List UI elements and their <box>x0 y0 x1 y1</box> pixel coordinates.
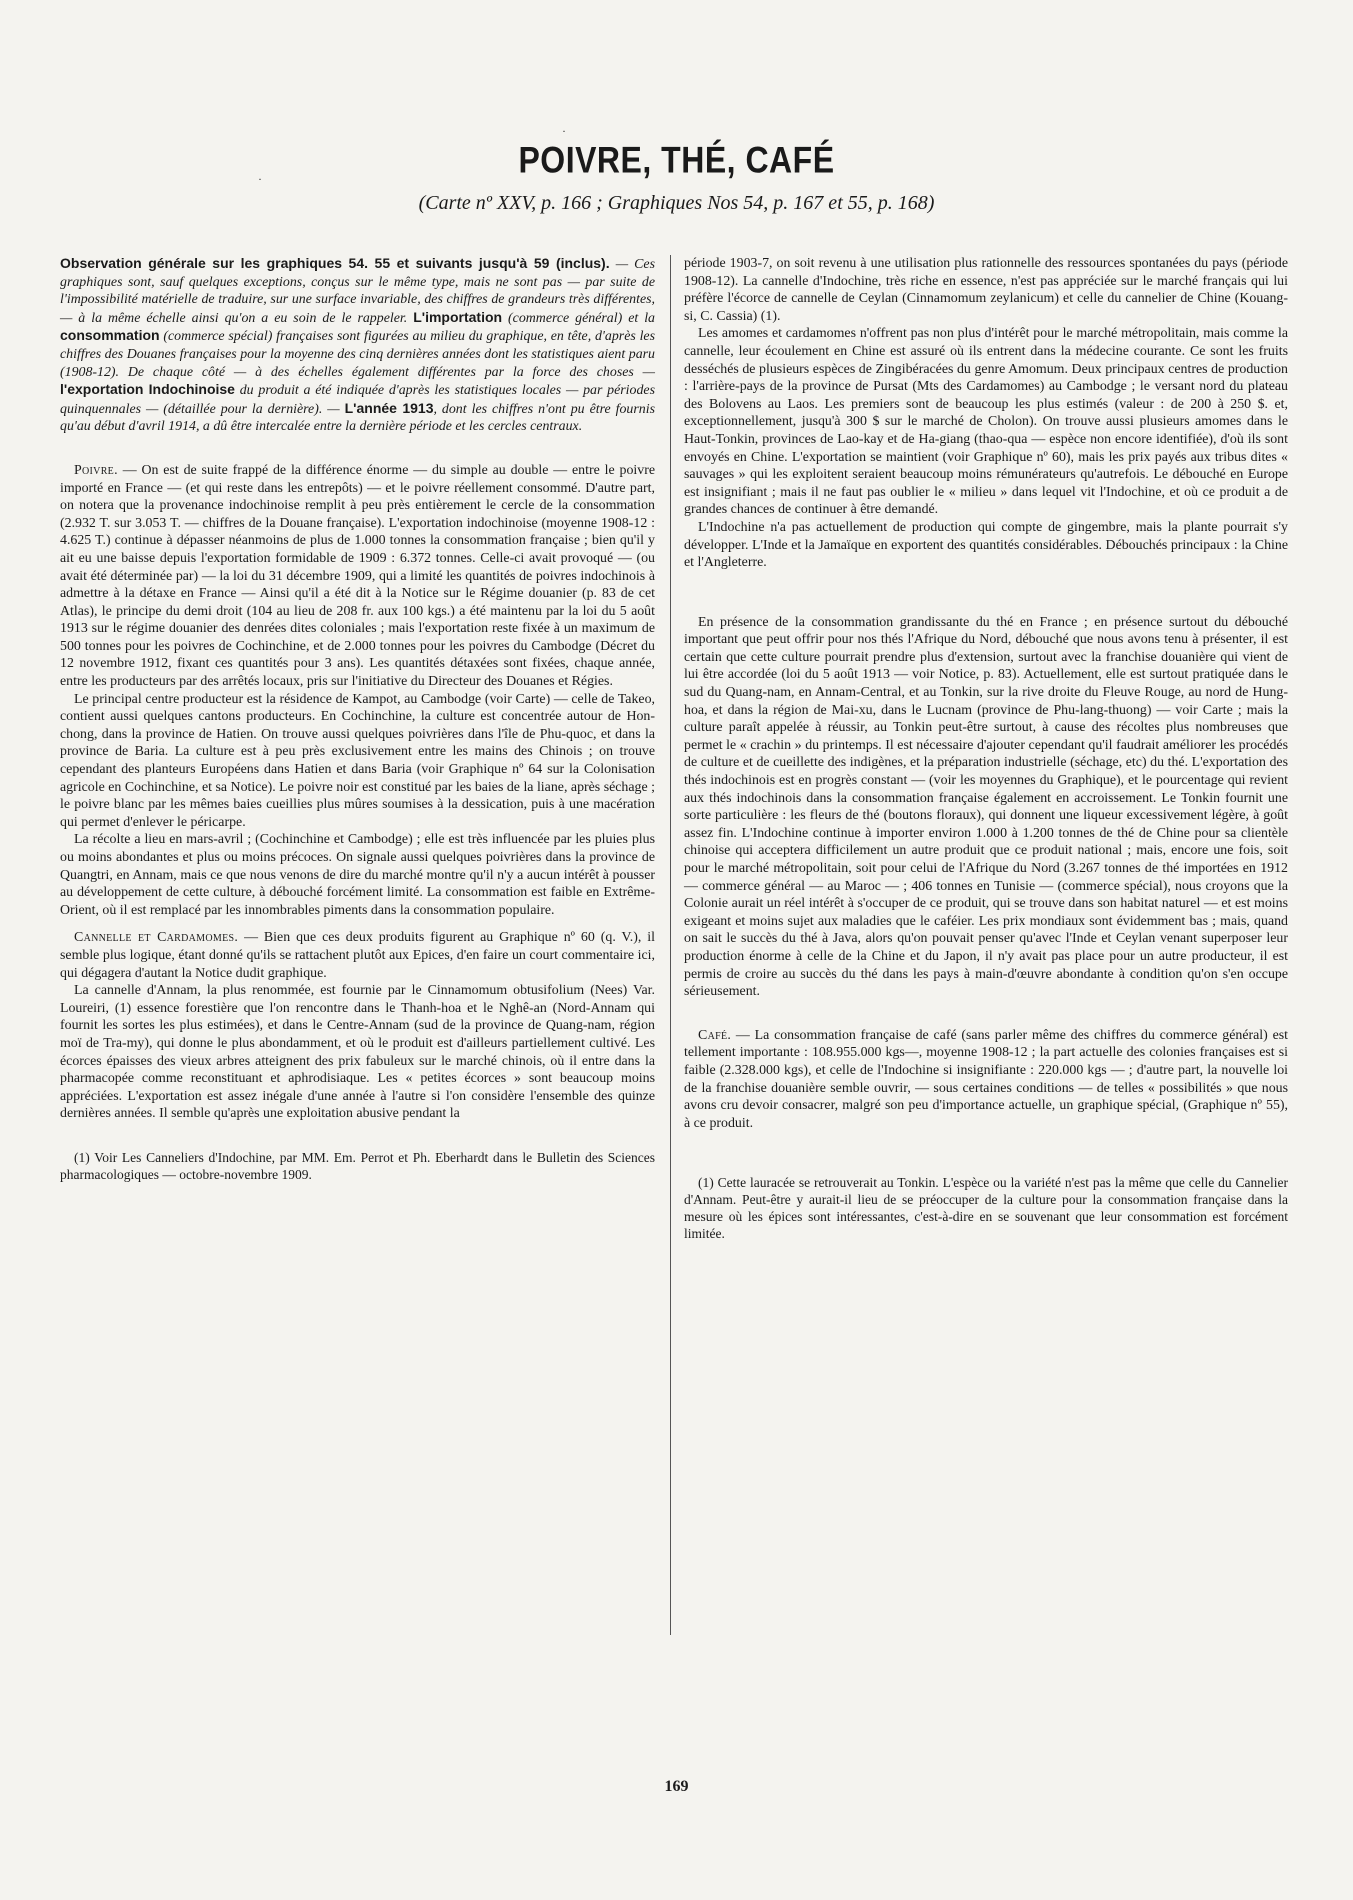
cannelle-paragraph-2: La cannelle d'Annam, la plus renommée, est fournie par le Cinnamomum obtusifolium (Nees) Var. Loureiri, (1) essence forestière que l'on rencontre dans le Thanh-hoa et le Nghê-an (Nord-Annam qui fournit les sortes les plus estimées), et dans le Centre-Annam (sud de la province de Quang-nam, région moï de Tra-my), qui donne le plus abondamment, et où le produit est d'ailleurs partiellement cultivé. Les écorces épaisses des vieux arbres atteignent des prix fabuleux sur le marché chinois, où il entre dans la pharmacopée comme reconstituant et aphrodisiaque. Les « petites écorces » sont beaucoup moins appréciées. L'exportation est assez inégale d'une année à l'autre si l'on considère l'ensemble des quinze dernières années. Il semble qu'après une exploitation abusive pendant la <box>60 983 655 1122</box>
the-paragraph: En présence de la consommation grandissante du thé en France ; en présence surtout du débouché important que peut offrir pour nos thés l'Afrique du Nord, débouché que nous avons tenu à présenter, il est certain que cette culture pourrait prendre plus d'extension, surtout avec la franchise douanière qui vient de lui être accordée (loi du 5 août 1913 — voir Notice, p. 83). Actuellement, elle est surtout pratiquée dans le sud du Quang-nam, en Annam-Central, et au Tonkin, sur la rive droite du Fleuve Rouge, au nord de Hung-hoa, et dans la région de Mai-xu, dans le Lucnam (province de Phu-lang-thuong) — voir Carte ; mais la culture paraît appelée à réussir, au Tonkin peut-être surtout, à cause des récoltes plus nombreuses que permet le « crachin » du printemps. Il est nécessaire d'ajouter cependant qu'il faudrait améliorer les procédés de culture et de cueillette des indigènes, et la préparation industrielle (séchage, etc) du thé. L'exportation des thés indochinois est en progrès constant — (voir les moyennes du Graphique), et le pourcentage qui revient aux thés indochinois dans la consommation française également en accroissement. Le Tonkin fournit une sorte particulière : les fleurs de thé (boutons floraux), qui donnent une liqueur excessivement légère, à goût assez fin. L'Indochine continue à importer environ 1.000 à 1.200 tonnes de thé de Chine pour sa clientèle chinoise qui acceptera difficilement un autre produit que ce produit national ; mais, encore une fois, soit pour le marché métropolitain, soit pour celui de l'Afrique du Nord (3.267 tonnes de thé importées en 1912 — commerce général — au Maroc — ; 406 tonnes en Tunisie — (commerce spécial), nous croyons que la Colonie aurait un réel intérêt à s'occuper de ce produit, qui se trouve dans son habitat naturel — et est moins exigeant et moins sujet aux maladies que le caféier. Les prix mondiaux sont évidemment bas ; mais, quand on sait le succès du thé à Java, alors qu'on pouvait penser qu'avec l'Inde et Ceylan venant superposer leur production énorme à celle de la Chine et du Japon, il n'y avait pas place pour un autre producteur, il est permis de croire au succès du thé dans les pays à main-d'œuvre abondante à condition qu'on s'en occupe sérieusement. <box>684 614 1288 1000</box>
observation-text: du produit a été indiquée d'après les statistiques locales — par périodes quinquennales — (détaillée pour la dernière). — <box>60 383 655 417</box>
keyword-importation: L'importation <box>413 308 503 325</box>
cannelle-continued: période 1903-7, on soit revenu à une utilisation plus rationnelle des ressources spontanées du pays (période 1908-12). La cannelle d'Indochine, très riche en essence, n'est pas appréciée sur le marché français qui lui préfère l'écorce de cannelle de Ceylan (Cinnamomum zeylanicum) et celle du cannelier de Chine (Kouang-si, C. Cassia) (1). <box>684 256 1288 324</box>
observation-text: , dont les chiffres n'ont pu être fournis qu'au début d'avril 1914, a dû être intercalée entre la dernière période et les cercles centraux. <box>60 401 655 435</box>
observation-text: (commerce général) et la <box>502 310 655 326</box>
keyword-annee-1913: L'année 1913 <box>344 399 434 416</box>
column-divider <box>670 255 671 1635</box>
cafe-paragraph <box>684 1027 1288 1133</box>
right-column <box>684 255 1288 1242</box>
gingembre-paragraph: L'Indochine n'a pas actuellement de production qui compte de gingembre, mais la plante pourrait s'y développer. L'Inde et la Jamaïque en exportent des quantités considérables. Débouchés principaux : la Chine et l'Angleterre. <box>684 519 1288 571</box>
poivre-paragraph-2: Le principal centre producteur est la résidence de Kampot, au Cambodge (voir Carte) — celle de Takeo, contient aussi quelques cantons producteurs. En Cochinchine, la culture est concentrée autour de Hon-chong, dans la province de Hatien. On trouve aussi quelques poivrières dans l'île de Phu-quoc, et dans la province de Baria. La culture est à peu près exclusivement entre les mains des Chinois ; on trouve cependant des planteurs Européens dans Hatien et dans Baria (voir Graphique nº 64 sur la Colonisation agricole en Cochinchine, et sa Notice). Le poivre noir est constitué par les baies de la liane, après séchage ; le poivre blanc par les mêmes baies cueillies plus mûres soumises à la dessication, puis à une macération qui permet d'enlever le péricarpe. <box>60 691 655 830</box>
section-label-poivre: Poivre. <box>74 462 118 478</box>
print-speck: · <box>562 124 566 138</box>
cannelle-paragraph-1 <box>60 929 655 982</box>
general-observation <box>60 255 655 436</box>
footnote-right: (1) Cette lauracée se retrouverait au Tonkin. L'espèce ou la variété n'est pas la même que celle du Cannelier d'Annam. Peut-être y aurait-il lieu de se préoccuper de la culture pour la consommation française dans la mesure où les épices sont intéressantes, c'est-à-dire en se souvenant que leur consommation est forcément limitée. <box>684 1175 1288 1242</box>
cafe-text: — La consommation française de café (sans parler même des chiffres du commerce général) est tellement importante : 108.955.000 kgs—, moyenne 1908-12 ; la part actuelle des colonies françaises est si faible (2.328.000 kgs), et celle de l'Indochine si insignifiante : 220.000 kgs — ; d'autre part, la nouvelle loi de la franchise douanière semble ouvrir, — sous certaines conditions — de telles « possibilités » que nous avons cru devoir consacrer, malgré son peu d'importance actuelle, un graphique spécial, (Graphique nº 55), à ce produit. <box>684 1027 1288 1131</box>
cannelle-text: — Bien que ces deux produits figurent au Graphique nº 60 (q. V.), il semble plus logique, étant donné qu'ils se rattachent plutôt aux Epices, d'en faire un court commentaire ici, qui dégagera d'autant la Notice dudit graphique. <box>60 930 655 981</box>
print-speck: · <box>258 172 262 186</box>
amomes-paragraph: Les amomes et cardamomes n'offrent pas non plus d'intérêt pour le marché métropolitain, mais comme la cannelle, leur écoulement en Chine est assuré où ils entrent dans la médecine courante. Ce sont les fruits desséchés de plusieurs espèces de Zingibéracées du genre Amomum. Deux principaux centres de production : l'arrière-pays de la province de Pursat (Mts des Cardamomes) au Cambodge ; le versant nord du plateau des Bolovens au Laos. Les premiers sont de beaucoup les plus estimés (valeur : de 200 à 250 $. et, exceptionnellement, jusqu'à 300 $ sur le marché de Cholon). On trouve aussi plusieurs amomes dans le Haut-Tonkin, provinces de Lao-kay et de Ha-giang (thao-qua — espèce non encore identifiée), d'où ils sont envoyés en Chine. L'exportation se maintient (voir Graphique nº 60), mais les prix payés aux tribus dites « sauvages » qui les exploitent seraient beaucoup moins rémunérateurs qu'autrefois. Le débouché en Europe est insignifiant ; mais il ne faut pas oublier le « milieu » dans lequel vit l'Indochine, et où ce produit a de grandes chances de continuer à être demandé. <box>684 326 1288 518</box>
section-label-cafe: Café. <box>698 1027 732 1043</box>
keyword-exportation: l'exportation Indochinoise <box>60 381 235 398</box>
section-label-cannelle: Cannelle et Cardamomes. <box>74 930 239 946</box>
page-subtitle: (Carte nº XXV, p. 166 ; Graphiques Nos 54, p. 167 et 55, p. 168) <box>418 192 935 214</box>
footnote-left: (1) Voir Les Canneliers d'Indochine, par MM. Em. Perrot et Ph. Eberhardt dans le Bulletin des Sciences pharmacologiques — octobre-novembre 1909. <box>60 1149 655 1182</box>
keyword-consommation: consommation <box>60 327 160 344</box>
observation-text: (commerce spécial) françaises sont figurées au milieu du graphique, en tête, d'après les chiffres des Douanes françaises pour la moyenne des cinq dernières années dont les statistiques aient paru (1908-12). De chaque côté — à des échelles également différentes par la force des choses — <box>60 329 655 380</box>
poivre-text: — On est de suite frappé de la différence énorme — du simple au double — entre le poivre importé en France — (et qui reste dans les entrepôts) — et le poivre réellement consommé. D'autre part, on notera que la provenance indochinoise remplit à peu près entièrement le cercle de la consommation (2.932 T. sur 3.053 T. — chiffres de la Douane française). L'exportation indochinoise (moyenne 1908-12 : 4.625 T.) continue à dépasser néanmoins de plus de 1.000 tonnes la consommation française ; bien qu'il y ait eu une baisse depuis l'exportation formidable de 1909 : 6.372 tonnes. Celle-ci avait provoqué — (ou avait été déterminée par) — la loi du 31 décembre 1909, qui a limité les quantités de poivres indochinois à admettre à la détaxe en France — Ainsi qu'il a été dit à la Notice sur le Régime douanier (p. 83 de cet Atlas), le principe du demi droit (104 au lieu de 208 fr. aux 100 kgs.) a été maintenu par la loi du 5 août 1913 sur le régime douanier des denrées dites coloniales ; mais l'exportation reste fixée à un maximum de 500 tonnes pour les poivres de Cochinchine, et de 2.000 tonnes pour les poivres du Cambodge (Décret du 12 novembre 1912, fixant ces quantités pour 3 ans). Les quantités détaxées sont fixées, chaque année, entre les producteurs par des arrêtés locaux, pris sur l'initiative du Directeur des Douanes et Régies. <box>60 462 655 690</box>
page-title: POIVRE, THÉ, CAFÉ <box>518 139 835 181</box>
observation-heading: Observation générale sur les graphiques 54. 55 et suivants jusqu'à 59 (inclus). <box>60 255 610 271</box>
observation-text: — Ces graphiques sont, sauf quelques exceptions, conçus sur le même type, mais ne sont pas — par suite de l'impossibilité matérielle de traduire, sur une surface invariable, des chiffres de grandeurs très différentes, — à la même échelle ainsi qu'on a eu soin de le rappeler. <box>60 257 655 326</box>
poivre-paragraph-1 <box>60 462 655 691</box>
poivre-paragraph-3: La récolte a lieu en mars-avril ; (Cochinchine et Cambodge) ; elle est très influencée par les pluies plus ou moins abondantes et plus ou moins précoces. On signale aussi quelques poivrières dans la province de Quangtri, en Annam, mais ce que nous venons de dire du marché montre qu'il n'y a aucun intérêt à pousser au développement de cette culture, à débouché forcément limité. La consommation est faible en Extrême-Orient, où il est remplacé par les innombrables piments dans la consommation populaire. <box>60 832 655 918</box>
left-column <box>60 255 655 1183</box>
page-number: 169 <box>664 1778 689 1795</box>
